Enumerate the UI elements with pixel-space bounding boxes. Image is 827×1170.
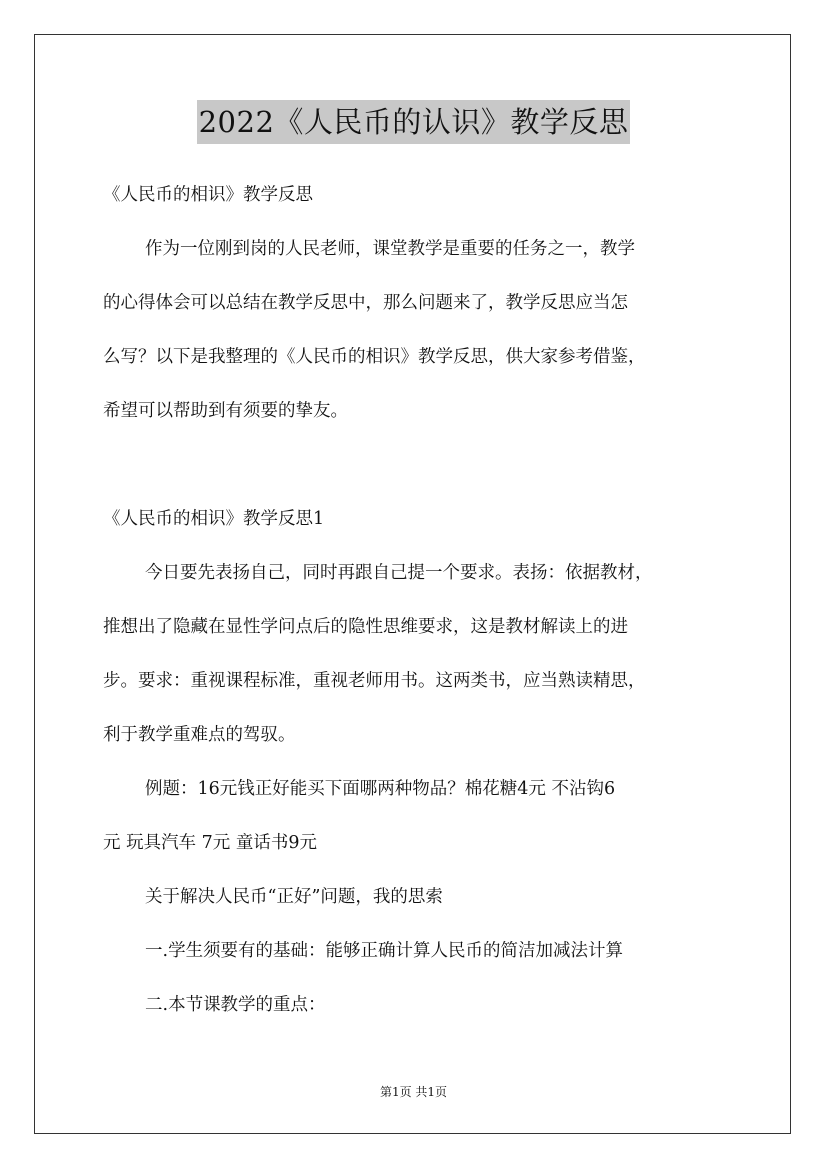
paragraph-line: 二.本节课教学的重点： [145, 995, 326, 1015]
page-footer: 第1页 共1页 [379, 1085, 448, 1099]
paragraph-line: 的心得体会可以总结在教学反思中，那么问题来了，教学反思应当怎 [103, 293, 628, 313]
subtitle-line: 《人民币的相识》教学反思 [103, 185, 313, 205]
paragraph-line: 么写？以下是我整理的《人民币的相识》教学反思，供大家参考借鉴， [103, 347, 646, 367]
paragraph-line: 作为一位刚到岗的人民老师，课堂教学是重要的任务之一，教学 [145, 239, 635, 259]
paragraph-line: 今日要先表扬自己，同时再跟自己提一个要求。表扬：依据教材， [145, 563, 653, 583]
document-title: 2022《人民币的认识》教学反思 [197, 100, 631, 144]
paragraph-line: 利于教学重难点的驾驭。 [103, 725, 296, 745]
paragraph-line: 一.学生须要有的基础：能够正确计算人民币的简洁加减法计算 [145, 941, 624, 961]
paragraph-line: 推想出了隐藏在显性学问点后的隐性思维要求，这是教材解读上的进 [103, 617, 628, 637]
paragraph-line: 希望可以帮助到有须要的挚友。 [103, 401, 348, 421]
section-heading: 《人民币的相识》教学反思1 [103, 509, 325, 529]
paragraph-line: 例题：16元钱正好能买下面哪两种物品？棉花糖4元 不沾钩6 [145, 779, 616, 799]
paragraph-line: 关于解决人民币“正好”问题，我的思索 [145, 887, 443, 907]
paragraph-line: 步。要求：重视课程标准，重视老师用书。这两类书，应当熟读精思， [103, 671, 646, 691]
paragraph-line: 元 玩具汽车 7元 童话书9元 [103, 833, 317, 853]
document-title-wrap [0, 100, 827, 144]
